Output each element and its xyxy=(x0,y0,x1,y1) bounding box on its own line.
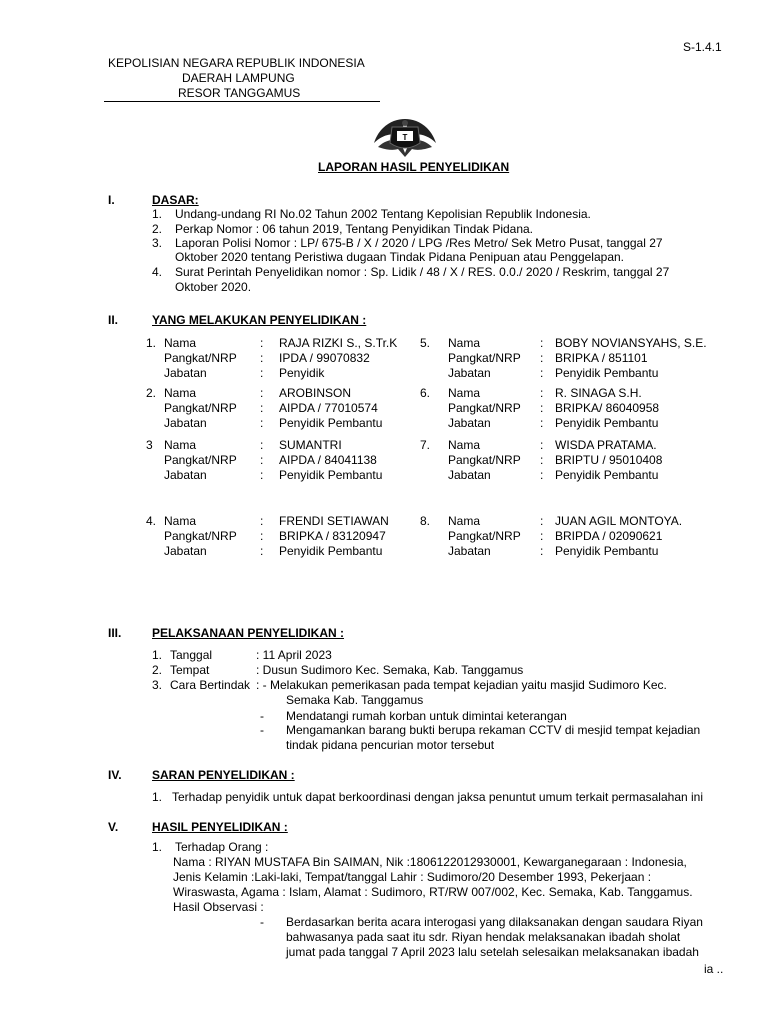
header-line-1: KEPOLISIAN NEGARA REPUBLIK INDONESIA xyxy=(108,56,365,70)
subject-details-line-1: Nama : RIYAN MUSTAFA Bin SAIMAN, Nik :1806122012930001, Kewarganegaraan : Indonesia, xyxy=(173,855,687,869)
investigator-label-jabatan: Jabatan xyxy=(164,544,207,558)
investigator-position: Penyidik Pembantu xyxy=(555,544,659,558)
investigator-label-nama: Nama xyxy=(164,336,197,350)
investigator-colon: : xyxy=(260,453,264,467)
cara-value-line-2: Semaka Kab. Tanggamus xyxy=(286,693,424,707)
investigator-number: 2. xyxy=(146,386,157,400)
investigator-name: WISDA PRATAMA. xyxy=(555,438,657,452)
investigator-colon: : xyxy=(260,336,264,350)
investigator-label-pangkat: Pangkat/NRP xyxy=(448,453,521,467)
investigator-rank-nrp: BRIPKA/ 86040958 xyxy=(555,401,660,415)
investigator-rank-nrp: BRIPKA / 851101 xyxy=(555,351,648,365)
investigator-label-pangkat: Pangkat/NRP xyxy=(448,529,521,543)
investigator-label-jabatan: Jabatan xyxy=(448,366,491,380)
section-2-heading: YANG MELAKUKAN PENYELIDIKAN : xyxy=(152,313,367,327)
investigator-colon: : xyxy=(540,468,544,482)
cara-number: 3. xyxy=(152,678,163,692)
investigator-colon: : xyxy=(540,544,544,558)
dasar-4-text-line-2: Oktober 2020. xyxy=(175,280,252,294)
dasar-4-text-line-1: Surat Perintah Penyelidikan nomor : Sp. Lidik / 48 / X / RES. 0.0./ 2020 / Reskrim, tanggal 27 xyxy=(175,265,670,279)
police-emblem xyxy=(370,113,440,159)
investigator-colon: : xyxy=(260,386,264,400)
investigator-label-jabatan: Jabatan xyxy=(164,416,207,430)
investigator-colon: : xyxy=(540,514,544,528)
investigator-number: 7. xyxy=(420,438,431,452)
cara-bullet-2-line-2: tindak pidana pencurian motor tersebut xyxy=(286,738,495,752)
observation-label: Hasil Observasi : xyxy=(173,900,264,914)
investigator-colon: : xyxy=(540,401,544,415)
saran-1-text: Terhadap penyidik untuk dapat berkoordinasi dengan jaksa penuntut umum terkait permasalahan ini xyxy=(172,790,704,804)
investigator-colon: : xyxy=(260,529,264,543)
tempat-value: : Dusun Sudimoro Kec. Semaka, Kab. Tanggamus xyxy=(256,663,524,677)
investigator-number: 6. xyxy=(420,386,431,400)
investigator-number: 4. xyxy=(146,514,157,528)
investigator-number: 1. xyxy=(146,336,157,350)
investigator-rank-nrp: BRIPKA / 83120947 xyxy=(279,529,386,543)
investigator-label-pangkat: Pangkat/NRP xyxy=(164,453,237,467)
investigator-label-nama: Nama xyxy=(164,386,197,400)
investigator-label-pangkat: Pangkat/NRP xyxy=(448,401,521,415)
observation-line-3: jumat pada tanggal 7 April 2023 lalu setelah selesaikan melaksanakan ibadah xyxy=(286,945,699,959)
observation-dash: - xyxy=(260,915,264,929)
investigator-label-pangkat: Pangkat/NRP xyxy=(164,401,237,415)
investigator-colon: : xyxy=(260,544,264,558)
investigator-colon: : xyxy=(540,529,544,543)
investigator-colon: : xyxy=(540,416,544,430)
report-title: LAPORAN HASIL PENYELIDIKAN xyxy=(318,160,510,174)
cara-value-line-1: : - Melakukan pemerikasan pada tempat kejadian yaitu masjid Sudimoro Kec. xyxy=(256,678,667,692)
investigator-position: Penyidik Pembantu xyxy=(279,416,383,430)
investigator-position: Penyidik xyxy=(279,366,325,380)
investigator-colon: : xyxy=(260,514,264,528)
investigator-rank-nrp: AIPDA / 77010574 xyxy=(279,401,378,415)
investigator-number: 5. xyxy=(420,336,431,350)
dasar-3-number: 3. xyxy=(152,236,163,250)
investigator-position: Penyidik Pembantu xyxy=(555,366,659,380)
cara-bullet-2-line-1: Mengamankan barang bukti berupa rekaman CCTV di mesjid tempat kejadian xyxy=(286,723,701,737)
investigator-name: FRENDI SETIAWAN xyxy=(279,514,389,528)
investigator-colon: : xyxy=(260,366,264,380)
subject-details-line-3: Wiraswasta, Agama : Islam, Alamat : Sudimoro, RT/RW 007/002, Kec. Semaka, Kab. Tanggamus. xyxy=(173,885,693,899)
investigator-label-nama: Nama xyxy=(164,514,197,528)
svg-text:T: T xyxy=(402,133,408,142)
section-1-number: I. xyxy=(108,193,115,207)
investigator-colon: : xyxy=(260,401,264,415)
investigator-name: SUMANTRI xyxy=(279,438,342,452)
section-3-number: III. xyxy=(108,626,122,640)
tempat-number: 2. xyxy=(152,663,163,677)
investigator-label-pangkat: Pangkat/NRP xyxy=(164,351,237,365)
investigator-label-jabatan: Jabatan xyxy=(448,544,491,558)
observation-line-1: Berdasarkan berita acara interogasi yang dilaksanakan dengan saudara Riyan xyxy=(286,915,703,929)
investigator-colon: : xyxy=(540,386,544,400)
investigator-label-pangkat: Pangkat/NRP xyxy=(164,529,237,543)
investigator-rank-nrp: BRIPTU / 95010408 xyxy=(555,453,663,467)
section-5-heading: HASIL PENYELIDIKAN : xyxy=(152,820,288,834)
investigator-name: JUAN AGIL MONTOYA. xyxy=(555,514,683,528)
police-emblem-graphic xyxy=(370,113,440,159)
investigator-label-jabatan: Jabatan xyxy=(448,468,491,482)
saran-1-number: 1. xyxy=(152,790,163,804)
tanggal-label: Tanggal xyxy=(170,648,213,662)
cara-bullet-2-dash: - xyxy=(260,723,264,737)
dasar-1-number: 1. xyxy=(152,207,163,221)
investigator-label-nama: Nama xyxy=(448,386,481,400)
cara-bullet-1: Mendatangi rumah korban untuk dimintai keterangan xyxy=(286,709,567,723)
investigator-colon: : xyxy=(260,416,264,430)
section-4-number: IV. xyxy=(108,768,122,782)
dasar-3-text-line-1: Laporan Polisi Nomor : LP/ 675-B / X / 2020 / LPG /Res Metro/ Sek Metro Pusat, tanggal 27 xyxy=(175,236,663,250)
investigator-label-jabatan: Jabatan xyxy=(164,468,207,482)
investigator-label-nama: Nama xyxy=(164,438,197,452)
header-line-3: RESOR TANGGAMUS xyxy=(178,86,301,100)
investigator-label-nama: Nama xyxy=(448,438,481,452)
investigator-colon: : xyxy=(540,351,544,365)
tanggal-value: : 11 April 2023 xyxy=(256,648,332,662)
dasar-2-text: Perkap Nomor : 06 tahun 2019, Tentang Penyidikan Tindak Pidana. xyxy=(175,222,534,236)
cara-label: Cara Bertindak xyxy=(170,678,251,692)
dasar-3-text-line-2: Oktober 2020 tentang Peristiwa dugaan Tindak Pidana Penipuan atau Penggelapan. xyxy=(175,250,625,264)
investigator-position: Penyidik Pembantu xyxy=(279,544,383,558)
tanggal-number: 1. xyxy=(152,648,163,662)
investigator-label-nama: Nama xyxy=(448,336,481,350)
investigator-label-pangkat: Pangkat/NRP xyxy=(448,351,521,365)
continuation-marker: ia .. xyxy=(704,962,724,976)
investigator-colon: : xyxy=(540,438,544,452)
investigator-colon: : xyxy=(260,351,264,365)
investigator-name: RAJA RIZKI S., S.Tr.K xyxy=(279,336,398,350)
investigator-position: Penyidik Pembantu xyxy=(279,468,383,482)
dasar-2-number: 2. xyxy=(152,222,163,236)
section-5-number: V. xyxy=(108,820,119,834)
investigator-name: R. SINAGA S.H. xyxy=(555,386,642,400)
investigator-position: Penyidik Pembantu xyxy=(555,416,659,430)
hasil-1-subheading: Terhadap Orang : xyxy=(175,840,269,854)
investigator-label-nama: Nama xyxy=(448,514,481,528)
header-divider xyxy=(104,101,380,102)
investigator-name: AROBINSON xyxy=(279,386,352,400)
investigator-name: BOBY NOVIANSYAHS, S.E. xyxy=(555,336,707,350)
dasar-1-text: Undang-undang RI No.02 Tahun 2002 Tentang Kepolisian Republik Indonesia. xyxy=(175,207,591,221)
document-code: S-1.4.1 xyxy=(683,40,722,54)
investigator-colon: : xyxy=(540,366,544,380)
investigator-position: Penyidik Pembantu xyxy=(555,468,659,482)
investigator-rank-nrp: IPDA / 99070832 xyxy=(279,351,370,365)
subject-details-line-2: Jenis Kelamin :Laki-laki, Tempat/tanggal Lahir : Sudimoro/20 Desember 1993, Pekerjaan : xyxy=(173,870,652,884)
section-2-number: II. xyxy=(108,313,119,327)
tempat-label: Tempat xyxy=(170,663,210,677)
investigator-rank-nrp: AIPDA / 84041138 xyxy=(279,453,377,467)
section-3-heading: PELAKSANAAN PENYELIDIKAN : xyxy=(152,626,345,640)
investigator-colon: : xyxy=(260,468,264,482)
investigator-label-jabatan: Jabatan xyxy=(448,416,491,430)
investigator-label-jabatan: Jabatan xyxy=(164,366,207,380)
investigator-colon: : xyxy=(540,453,544,467)
dasar-4-number: 4. xyxy=(152,265,163,279)
section-1-heading: DASAR: xyxy=(152,193,199,207)
investigator-rank-nrp: BRIPDA / 02090621 xyxy=(555,529,663,543)
investigator-colon: : xyxy=(260,438,264,452)
cara-bullet-1-dash: - xyxy=(260,709,264,723)
observation-line-2: bahwasanya pada saat itu sdr. Riyan hendak melaksanakan ibadah sholat xyxy=(286,930,681,944)
hasil-1-number: 1. xyxy=(152,840,163,854)
investigator-number: 3 xyxy=(146,438,153,452)
section-4-heading: SARAN PENYELIDIKAN : xyxy=(152,768,295,782)
header-line-2: DAERAH LAMPUNG xyxy=(182,71,295,85)
investigator-colon: : xyxy=(540,336,544,350)
investigator-number: 8. xyxy=(420,514,431,528)
